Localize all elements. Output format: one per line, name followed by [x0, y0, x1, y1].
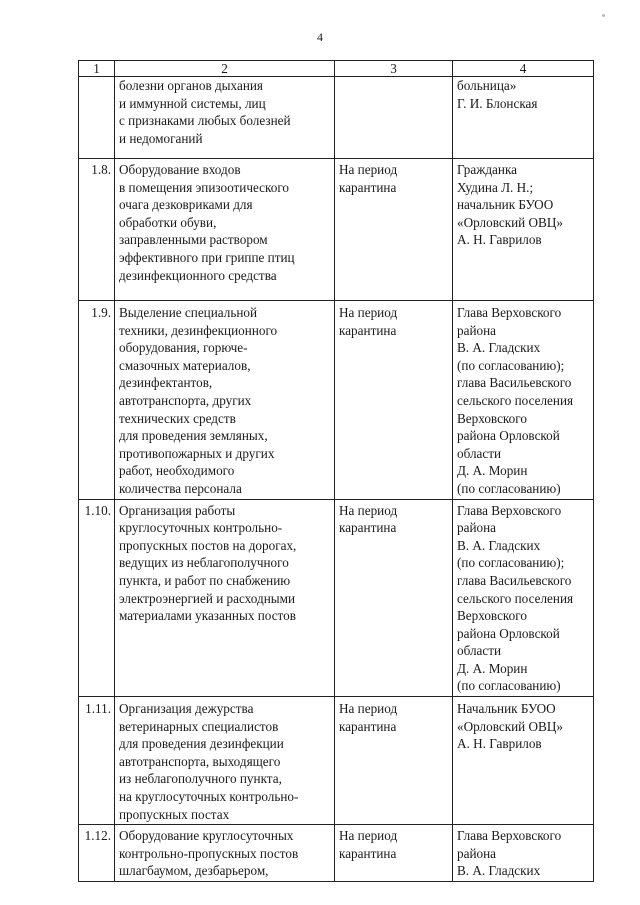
row-number: 1.8. — [79, 159, 115, 301]
header-col-4: 4 — [453, 61, 594, 77]
row-period: На период карантина — [335, 825, 453, 882]
row-period: На период карантина — [335, 301, 453, 500]
row-action: Оборудование круглосуточных контрольно-пропускных постов шлагбаумом, дезбарьером, — [115, 825, 335, 882]
row-responsible: Глава Верховского района В. А. Гладских — [453, 825, 594, 882]
row-period: На период карантина — [335, 697, 453, 825]
row-number — [79, 77, 115, 159]
table-row — [79, 499, 594, 697]
row-responsible: Начальник БУОО «Орловский ОВЦ» А. Н. Гаврилов — [453, 697, 594, 825]
page-number: 4 — [317, 30, 323, 44]
table-header-row — [79, 61, 594, 77]
scan-speck — [602, 14, 605, 17]
measures-table — [78, 60, 594, 882]
row-responsible: Гражданка Худина Л. Н.; начальник БУОО «Орловский ОВЦ» А. Н. Гаврилов — [453, 159, 594, 301]
row-action: Выделение специальной техники, дезинфекционного оборудования, горюче- смазочных материалов, дезинфектантов, автотранспорта, других технических средств для проведения земляных, противопожарных и других работ, необходимого количества персонала — [115, 301, 335, 500]
row-responsible: больница» Г. И. Блонская — [453, 77, 594, 159]
row-responsible: Глава Верховского района В. А. Гладских (по согласованию); глава Васильевского сельского поселения Верховского района Орловской области Д. А. Морин (по согласованию) — [453, 499, 594, 697]
row-action: Оборудование входов в помещения эпизоотического очага дезковриками для обработки обуви, заправленными раствором эффективного при гриппе птиц дезинфекционного средства — [115, 159, 335, 301]
row-responsible: Глава Верховского района В. А. Гладских (по согласованию); глава Васильевского сельского поселения Верховского района Орловской области Д. А. Морин (по согласованию) — [453, 301, 594, 500]
row-action: болезни органов дыхания и иммунной системы, лиц с признаками любых болезней и недомоганий — [115, 77, 335, 159]
header-col-1: 1 — [79, 61, 115, 77]
row-period — [335, 77, 453, 159]
row-action: Организация работы круглосуточных контрольно- пропускных постов на дорогах, ведущих из неблагополучного пункта, и работ по снабжению электроэнергией и расходными материалами указанных постов — [115, 499, 335, 697]
table-row — [79, 697, 594, 825]
table-row — [79, 159, 594, 301]
row-number: 1.11. — [79, 697, 115, 825]
row-number: 1.10. — [79, 499, 115, 697]
row-number: 1.9. — [79, 301, 115, 500]
header-col-2: 2 — [115, 61, 335, 77]
row-period: На период карантина — [335, 499, 453, 697]
table-row — [79, 825, 594, 882]
table-row — [79, 77, 594, 159]
table-row — [79, 301, 594, 500]
row-action: Организация дежурства ветеринарных специалистов для проведения дезинфекции автотранспорта, выходящего из неблагополучного пункта, на круглосуточных контрольно- пропускных постах — [115, 697, 335, 825]
row-number: 1.12. — [79, 825, 115, 882]
header-col-3: 3 — [335, 61, 453, 77]
row-period: На период карантина — [335, 159, 453, 301]
